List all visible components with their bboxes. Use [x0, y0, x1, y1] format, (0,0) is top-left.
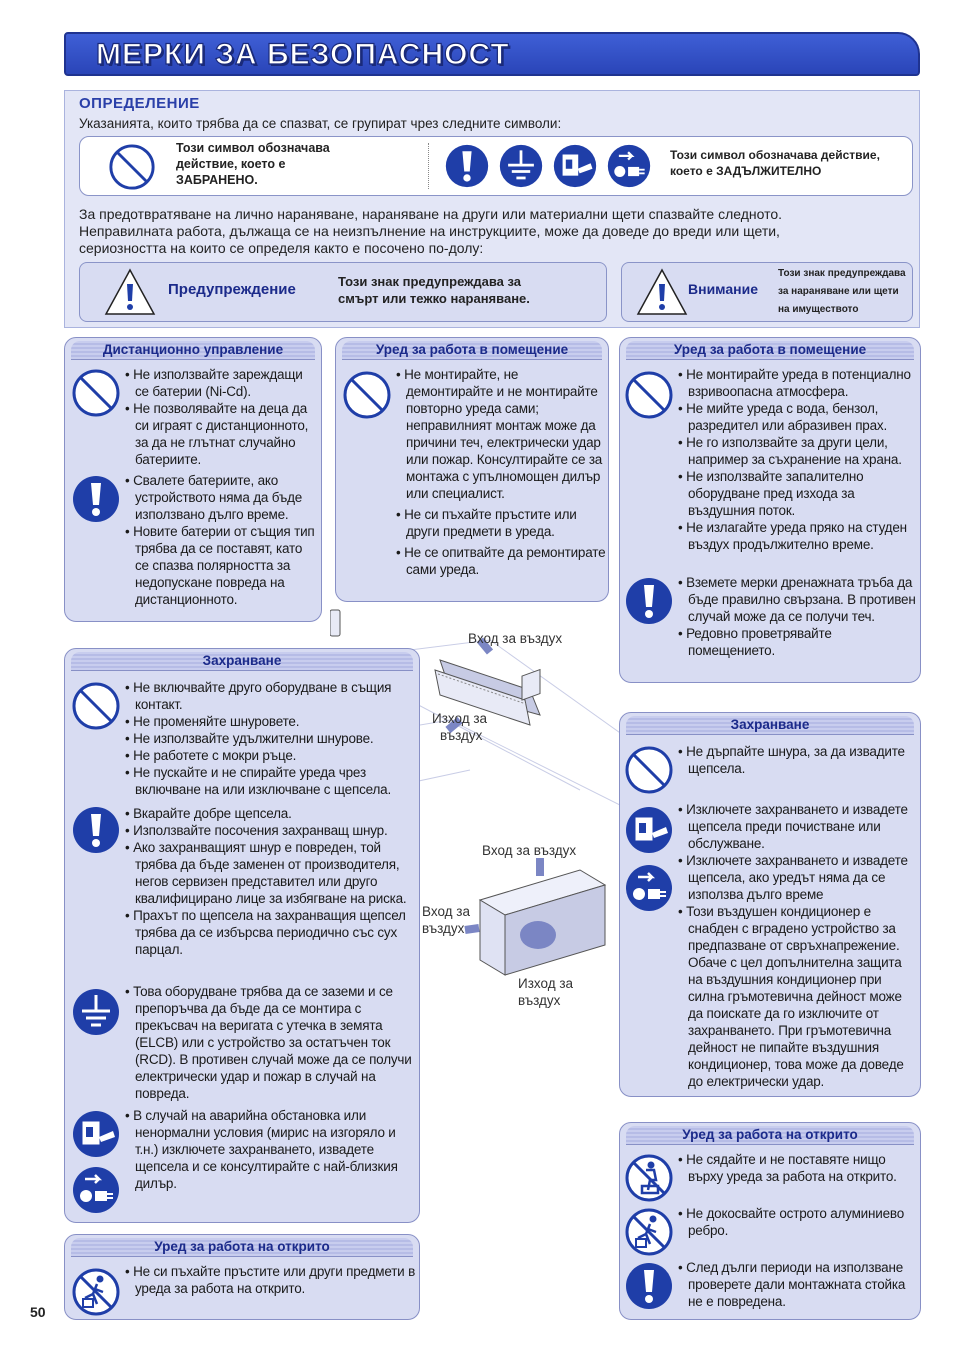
power-left-earth-text: • Това оборудване трябва да се заземи и се препоръчва да бъде да се монтира с прекъсвач на веригата с утечка в земята (ELCB) или с устройство за остатъчен ток (RCD). В противен случай може да се получи електрически удар и пожар в случай на повреда. — [125, 984, 412, 1101]
no-fingers-icon — [71, 1267, 121, 1317]
caution-box — [621, 262, 913, 322]
page-number: 50 — [30, 1304, 46, 1320]
definition-intro: Указанията, които трябва да се спазват, се групират чрез следните символи: — [79, 116, 562, 131]
symbol-legend-box — [79, 136, 913, 196]
outdoor-left-prohibited-list: • Не си пъхайте пръстите или други предмети в уреда за работа на открито. — [125, 1264, 416, 1296]
section-indoor-unit-right — [619, 337, 921, 683]
power-left-prohibited-list: • Не включвайте друго оборудване в същия контакт. • Не променяйте шнуровете. • Не използвайте удължителни шнурове. • Не работете с мокри ръце. • Не пускайте и не спирайте уреда чрез включване на или изключване с щепсела. — [125, 680, 392, 797]
outdoor-unit — [465, 858, 605, 975]
power-right-mandatory-list: • Изключете захранването и извадете щепсела преди почистване или обслужване. • Изключете захранването и извадете щепсела, ако уредът няма да се използва дълго време • Този въздушен кондиционер е снабден с вградено устройство за предпазване от свръхнапрежение. Обаче с цел допълнителна защита на въздушния кондиционер при силна гръмотевична дейност може да поискате да го изключите от захранването. При гръмотевична дейност не пипайте въздушния кондиционер, това може да доведе до електрически удар. — [678, 802, 908, 1089]
outdoor-air-inlet-top-label: Вход за въздух — [482, 843, 577, 858]
unplug-icon — [606, 143, 652, 189]
earth-icon — [498, 143, 544, 189]
switch-off-icon — [624, 805, 674, 855]
section-title: Дистанционно управление — [71, 341, 315, 360]
switch-off-icon — [71, 1109, 121, 1159]
indoor-mid-prohibited-list: • Не монтирайте, не демонтирайте и не монтирайте повторно уреда сами; неправилният монтаж може да причини теч, електрически удар или пожар. Консултирайте се за монтажа с упълномощен дилър или специалист. • Не си пъхайте пръстите или други предмети в уреда. • Не се опитвайте да ремонтирате сами уреда. — [396, 367, 606, 577]
prohibited-icon — [624, 745, 674, 795]
definition-heading: ОПРЕДЕЛЕНИЕ — [79, 95, 200, 112]
section-title: Уред за работа на открито — [71, 1238, 413, 1257]
warning-description: Този знак предупреждава за смърт или тежко нараняване. — [338, 274, 530, 306]
indoor-air-outlet-label: Изход за въздух — [432, 711, 488, 743]
mandatory-icon — [624, 576, 674, 626]
warning-label: Предупреждение — [168, 281, 296, 298]
outdoor-right-item-2: • Не докосвайте острото алуминиево ребро. — [678, 1206, 905, 1238]
remote-mandatory-list: • Свалете батериите, ако устройството няма да бъде използвано дълго време. • Новите батерии от същия тип трябва да се поставят, като се спазва полярността за недопускане повреда на дистанционното. — [125, 473, 315, 607]
section-outdoor-unit-left — [64, 1234, 420, 1320]
mandatory-icon — [71, 805, 121, 855]
mandatory-icon — [624, 1261, 674, 1311]
indoor-right-mandatory-list: • Вземете мерки дренажната тръба да бъде правилно свързана. В противен случай може да се получи теч. • Редовно проветрявайте помещението. — [678, 575, 916, 658]
switch-off-icon — [552, 143, 598, 189]
page-title: МЕРКИ ЗА БЕЗОПАСНОСТ — [96, 38, 510, 71]
outdoor-air-inlet-side-label: Вход за въздух — [422, 904, 470, 936]
mandatory-icon — [444, 143, 490, 189]
outdoor-air-outlet-label: Изход за въздух — [518, 976, 574, 1008]
section-outdoor-unit-right — [619, 1122, 921, 1320]
power-right-prohibited-list: • Не дърпайте шнура, за да извадите щепсела. — [678, 744, 905, 776]
section-power-supply-right — [619, 712, 921, 1097]
remote-prohibited-list: • Не използвайте зареждащи се батерии (Ni-Cd). • Не позволявайте на деца да си играят с дистанционното, за да не глътнат случайно батериите. — [125, 367, 309, 467]
section-remote-control — [64, 337, 322, 622]
definition-panel — [64, 90, 920, 328]
section-title: Уред за работа в помещение — [342, 341, 602, 360]
prohibited-icon — [71, 368, 121, 418]
prohibited-icon — [342, 370, 392, 420]
section-title: Захранване — [71, 652, 413, 671]
prohibited-icon — [108, 143, 156, 191]
warning-box — [79, 262, 607, 322]
prohibited-icon — [71, 681, 121, 731]
unplug-icon — [624, 863, 674, 913]
prohibited-icon — [624, 370, 674, 420]
indoor-air-inlet-label: Вход за въздух — [468, 631, 563, 646]
section-title: Уред за работа на открито — [626, 1126, 914, 1145]
mandatory-icon — [71, 474, 121, 524]
section-indoor-unit-middle — [335, 337, 609, 602]
caution-triangle-icon — [636, 267, 688, 317]
earth-icon — [71, 987, 121, 1037]
warning-triangle-icon — [104, 267, 156, 317]
unplug-icon — [71, 1165, 121, 1215]
no-sitting-icon — [624, 1153, 674, 1203]
caution-label: Внимание — [688, 281, 758, 297]
indoor-right-prohibited-list: • Не монтирайте уреда в потенциално взривоопасна атмосфера. • Не мийте уреда с вода, бензол, разредител или абразивен прах. • Не го използвайте за други цели, например за съхранение на храна. • Не използвайте запалително оборудване пред изхода за въздушния поток. • Не излагайте уреда пряко на студен въздух продължително време. — [678, 367, 911, 552]
section-title: Уред за работа в помещение — [626, 341, 914, 360]
title-bar — [64, 32, 920, 76]
no-touch-fin-icon — [624, 1207, 674, 1257]
outdoor-right-item-1: • Не сядайте и не поставяте нищо върху уреда за работа на открито. — [678, 1152, 897, 1184]
section-title: Захранване — [626, 716, 914, 735]
prohibited-description: Този символ обозначава действие, което е ЗАБРАНЕНО. — [176, 141, 330, 187]
outdoor-right-item-3: • След дълги периоди на използване проверете дали монтажната стойка не е повредена. — [678, 1260, 906, 1309]
mandatory-description: Този символ обозначава действие, което е ЗАДЪЛЖИТЕЛНО — [670, 148, 880, 178]
section-power-supply-left — [64, 648, 420, 1223]
definition-paragraph: За предотвратяване на лично нараняване, нараняване на други или материални щети спазвайте следното. Неправилната работа, дължаща се на неизпълнение на инструкциите, може да доведе до вреди или щети, сериозността на които се определя както е посочено по-долу: — [79, 206, 783, 256]
caution-description: Този знак предупреждава за нараняване или щети на имуществото — [778, 268, 906, 315]
power-left-emergency-text: • В случай на аварийна обстановка или ненормални условия (мирис на изгоряло и т.н.) изключете захранването, извадете щепсела и се консултирайте с най-близкия дилър. — [125, 1108, 398, 1191]
power-left-mandatory-list: • Вкарайте добре щепсела. • Използвайте посочения захранващ шнур. • Ако захранващият шнур е повреден, той трябва да бъде заменен от производителя, негов сервизен представител или друго квалифицирано лице за избягване на риска. • Прахът по щепсела на захранващия щепсел трябва да се избърсва периодично със сух парцал. — [125, 806, 407, 957]
